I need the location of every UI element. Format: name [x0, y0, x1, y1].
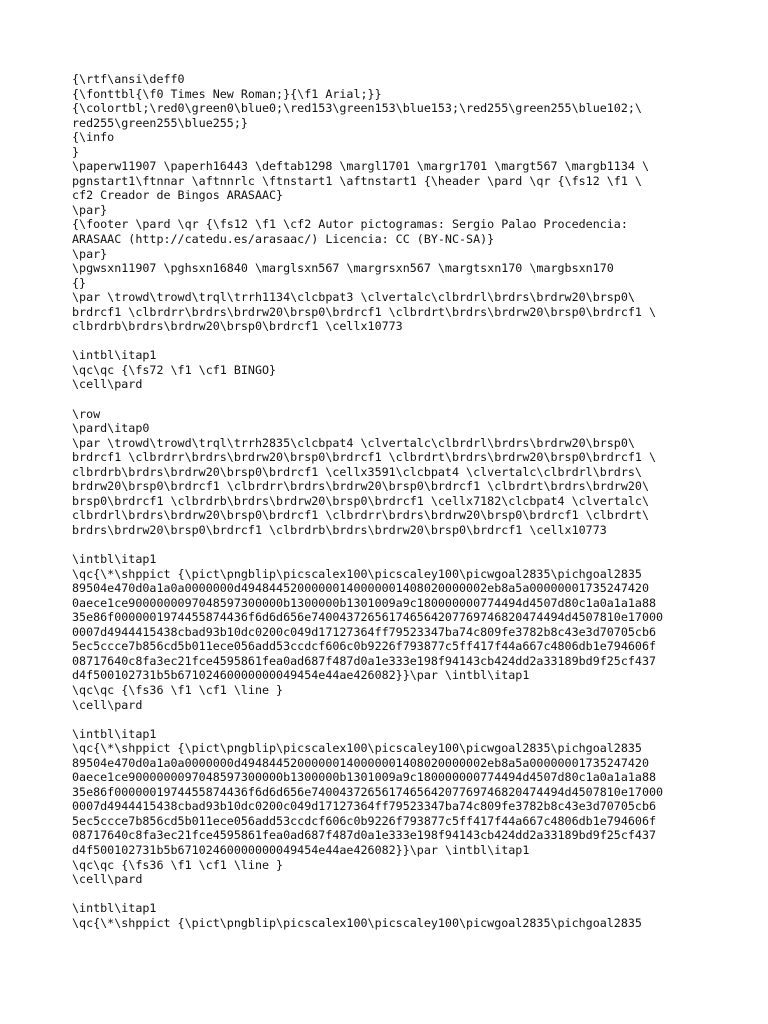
text-line: 5ec5ccce7b856cd5b011ece056add53ccdcf606c0b9226f793877c5ff417f44a667c4806db1e794606f — [72, 639, 657, 654]
text-line — [72, 538, 712, 553]
text-line: brdrw20\brsp0\brdrcf1 \clbrdrr\brdrs\brdrw20\brsp0\brdrcf1 \clbrdrt\brdrs\brdrw20\ — [72, 479, 649, 494]
text-line — [72, 712, 712, 727]
text-line: clbrdrl\brdrs\brdrw20\brsp0\brdrcf1 \clbrdrr\brdrs\brdrw20\brsp0\brdrcf1 \clbrdrt\ — [72, 508, 649, 523]
text-line: \cell\pard — [72, 697, 143, 712]
text-line: 35e86f0000001974455874436f6d6d656e740043726561746564207769746820474494d4507810e17000 — [72, 610, 664, 625]
text-line — [72, 334, 712, 349]
text-line — [72, 887, 712, 902]
rtf-source-text — [72, 72, 712, 930]
text-line: 0aece1ce9000000097048597300000b1300000b1301009a9c180000000774494d4507d80c1a0a1a1a88 — [72, 595, 657, 610]
text-line: 0007d4944415438cbad93b10dc0200c049d17127364ff79523347ba74c809fe3782b8c43e3d70705cb6 — [72, 624, 657, 639]
text-line: 08717640c8fa3ec21fce4595861fea0ad687f487d0a1e333e198f94143cb424dd2a33189bd9f25cf437 — [72, 653, 657, 668]
text-line: red255\green255\blue255;} — [72, 115, 248, 130]
text-line: \par} — [72, 202, 108, 217]
text-line: } — [72, 144, 80, 159]
text-line: pgnstart1\ftnnar \aftnnrlc \ftnstart1 \aftnstart1 {\header \pard \qr {\fs12 \f1 \ — [72, 173, 642, 188]
text-line: {} — [72, 275, 87, 290]
text-line: \intbl\itap1 — [72, 901, 157, 916]
text-line: \qc{\*\shppict {\pict\pngblip\picscalex100\picscaley100\picwgoal2835\pichgoal2835 — [72, 741, 642, 756]
text-line: clbrdrb\brdrs\brdrw20\brsp0\brdrcf1 \cellx3591\clcbpat4 \clvertalc\clbrdrl\brdrs\ — [72, 464, 642, 479]
text-line: 35e86f0000001974455874436f6d6d656e740043726561746564207769746820474494d4507810e17000 — [72, 784, 664, 799]
text-line: \row — [72, 406, 101, 421]
text-line: \paperw11907 \paperh16443 \deftab1298 \margl1701 \margr1701 \margt567 \margb1134 \ — [72, 159, 649, 174]
text-line: brdrcf1 \clbrdrr\brdrs\brdrw20\brsp0\brdrcf1 \clbrdrt\brdrs\brdrw20\brsp0\brdrcf1 \ — [72, 304, 657, 319]
text-line: 0007d4944415438cbad93b10dc0200c049d17127364ff79523347ba74c809fe3782b8c43e3d70705cb6 — [72, 799, 657, 814]
text-line: \qc\qc {\fs36 \f1 \cf1 \line } — [72, 857, 284, 872]
text-line: \pard\itap0 — [72, 421, 150, 436]
text-line: {\fonttbl{\f0 Times New Roman;}{\f1 Arial;}} — [72, 86, 382, 101]
text-line: ARASAAC (http://catedu.es/arasaac/) Licencia: CC (BY-NC-SA)} — [72, 232, 495, 247]
text-line: \par \trowd\trowd\trql\trrh1134\clcbpat3 \clvertalc\clbrdrl\brdrs\brdrw20\brsp0\ — [72, 290, 635, 305]
text-line: \intbl\itap1 — [72, 552, 157, 567]
text-line: 5ec5ccce7b856cd5b011ece056add53ccdcf606c0b9226f793877c5ff417f44a667c4806db1e794606f — [72, 813, 657, 828]
text-line: \par \trowd\trowd\trql\trrh2835\clcbpat4 \clvertalc\clbrdrl\brdrs\brdrw20\brsp0\ — [72, 435, 635, 450]
text-line: brdrcf1 \clbrdrr\brdrs\brdrw20\brsp0\brdrcf1 \clbrdrt\brdrs\brdrw20\brsp0\brdrcf1 \ — [72, 450, 657, 465]
text-line: \intbl\itap1 — [72, 348, 157, 363]
text-line: {\footer \pard \qr {\fs12 \f1 \cf2 Autor pictogramas: Sergio Palao Procedencia: — [72, 217, 628, 232]
text-line: \qc\qc {\fs36 \f1 \cf1 \line } — [72, 682, 284, 697]
text-line: clbrdrb\brdrs\brdrw20\brsp0\brdrcf1 \cellx10773 — [72, 319, 403, 334]
text-line: d4f500102731b5b67102460000000049454e44ae426082}}\par \intbl\itap1 — [72, 668, 530, 683]
text-line: 08717640c8fa3ec21fce4595861fea0ad687f487d0a1e333e198f94143cb424dd2a33189bd9f25cf437 — [72, 828, 657, 843]
text-line: {\info — [72, 130, 115, 145]
text-line: \qc{\*\shppict {\pict\pngblip\picscalex100\picscaley100\picwgoal2835\pichgoal2835 — [72, 915, 642, 930]
text-line: 89504e470d0a1a0a0000000d49484452000000140000001408020000002eb8a5a00000001735247420 — [72, 755, 649, 770]
text-line: {\rtf\ansi\deff0 — [72, 72, 185, 86]
text-line: \cell\pard — [72, 872, 143, 887]
text-line: brdrs\brdrw20\brsp0\brdrcf1 \clbrdrb\brdrs\brdrw20\brsp0\brdrcf1 \cellx10773 — [72, 522, 607, 537]
text-line: \qc{\*\shppict {\pict\pngblip\picscalex100\picscaley100\picwgoal2835\pichgoal2835 — [72, 566, 642, 581]
text-line: cf2 Creador de Bingos ARASAAC} — [72, 188, 284, 203]
text-line: {\colortbl;\red0\green0\blue0;\red153\green153\blue153;\red255\green255\blue102;\ — [72, 101, 642, 116]
text-line: \qc\qc {\fs72 \f1 \cf1 BINGO} — [72, 362, 277, 377]
text-line: brsp0\brdrcf1 \clbrdrb\brdrs\brdrw20\brsp0\brdrcf1 \cellx7182\clcbpat4 \clvertalc\ — [72, 493, 649, 508]
text-line: d4f500102731b5b67102460000000049454e44ae426082}}\par \intbl\itap1 — [72, 842, 530, 857]
text-line: 89504e470d0a1a0a0000000d49484452000000140000001408020000002eb8a5a00000001735247420 — [72, 581, 649, 596]
text-line: 0aece1ce9000000097048597300000b1300000b1301009a9c180000000774494d4507d80c1a0a1a1a88 — [72, 770, 657, 785]
text-line: \cell\pard — [72, 377, 143, 392]
text-line: \pgwsxn11907 \pghsxn16840 \marglsxn567 \margrsxn567 \margtsxn170 \margbsxn170 — [72, 261, 614, 276]
text-line: \intbl\itap1 — [72, 726, 157, 741]
text-line: \par} — [72, 246, 108, 261]
text-line — [72, 392, 712, 407]
